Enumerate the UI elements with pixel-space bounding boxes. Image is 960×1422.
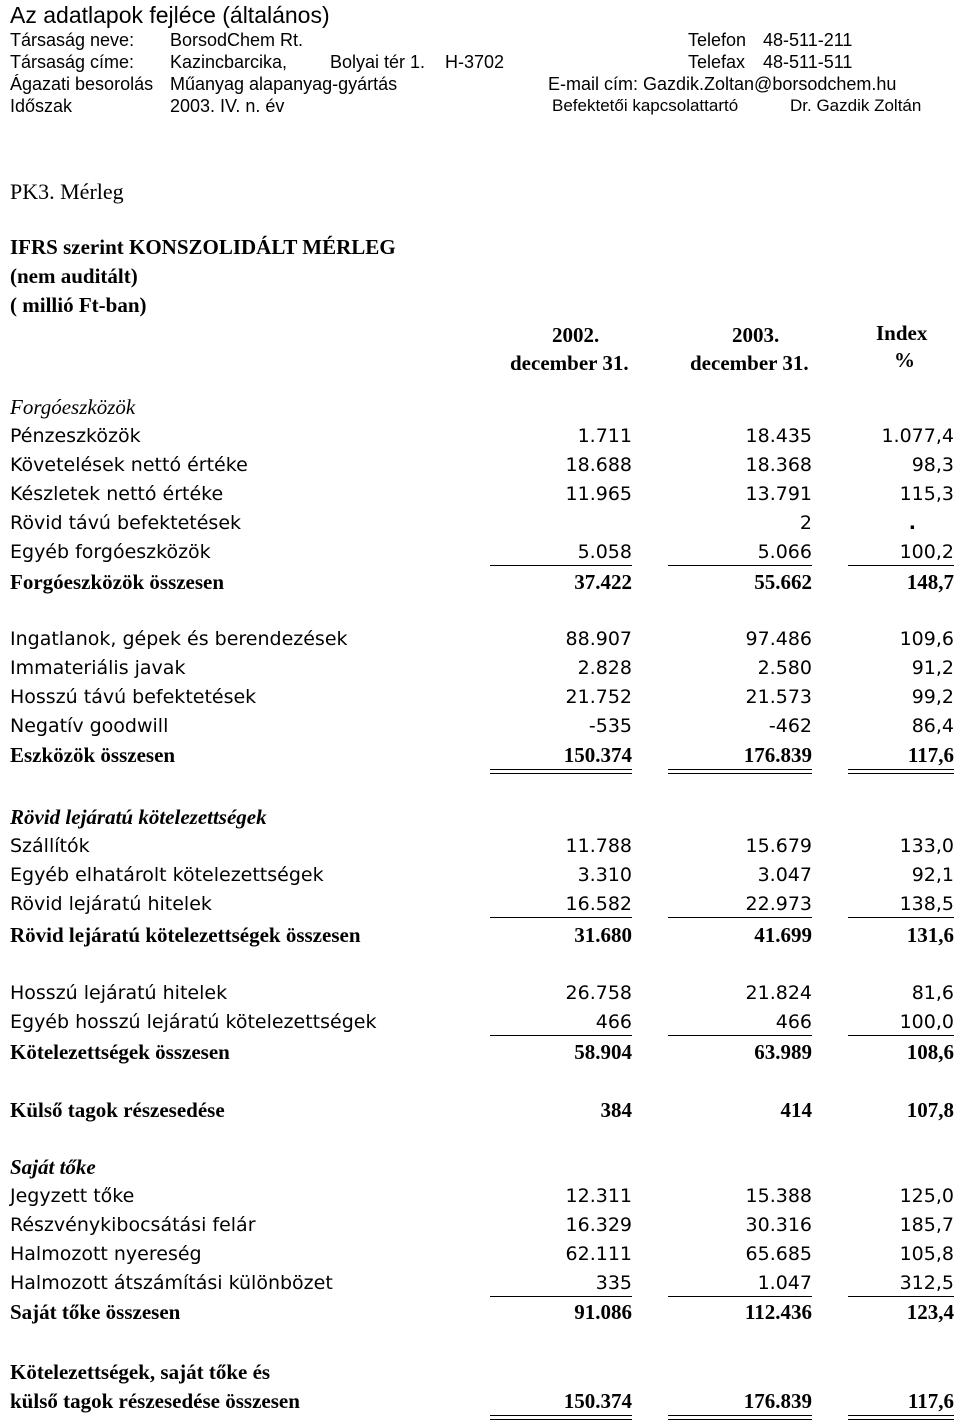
- row-label: Részvénykibocsátási felár: [10, 1214, 256, 1236]
- value-index: 133,0: [899, 835, 954, 857]
- row-label-total: Forgóeszközök összesen: [10, 570, 225, 594]
- total-double-rule: [848, 1415, 954, 1420]
- value-2002: 150.374: [563, 743, 632, 767]
- section-heading-short-term-liabilities: Rövid lejáratú kötelezettségek: [10, 805, 267, 829]
- total-double-rule: [490, 769, 632, 774]
- value-index: 86,4: [911, 715, 954, 737]
- value-2003: 2.580: [757, 657, 812, 679]
- col-index-unit: %: [894, 348, 915, 372]
- value-2002: 466: [595, 1011, 632, 1033]
- value-index: 107,8: [906, 1098, 954, 1122]
- value-index: 117,6: [907, 1389, 954, 1413]
- value-index: 100,2: [899, 541, 954, 563]
- value-index: 148,7: [906, 570, 954, 594]
- subtotal-rule: [848, 917, 954, 918]
- value-index: 117,6: [907, 743, 954, 767]
- value-index: 91,2: [911, 657, 954, 679]
- row-label: Halmozott átszámítási különbözet: [10, 1272, 333, 1294]
- value-2003: 466: [775, 1011, 812, 1033]
- value-index: 108,6: [906, 1040, 954, 1064]
- row-label: Pénzeszközök: [10, 425, 141, 447]
- total-double-rule: [848, 769, 954, 774]
- value-2003: 97.486: [745, 628, 812, 650]
- value-2003: 22.973: [745, 893, 812, 915]
- value-2002: 1.711: [577, 425, 632, 447]
- value-index: 131,6: [906, 923, 954, 947]
- value-2003: 21.824: [745, 982, 812, 1004]
- row-label: Halmozott nyereség: [10, 1243, 202, 1265]
- phone-value: 48-511-211: [763, 30, 853, 50]
- phone-label: Telefon: [688, 30, 747, 50]
- value-2002: 2.828: [577, 657, 632, 679]
- value-2002: 11.965: [565, 483, 632, 505]
- ir-contact-label: Befektetői kapcsolattartó: [552, 96, 739, 115]
- value-2003: 65.685: [745, 1243, 812, 1265]
- value-2002: 26.758: [565, 982, 632, 1004]
- value-2002: 16.582: [565, 893, 632, 915]
- row-label-total: külső tagok részesedése összesen: [10, 1389, 300, 1413]
- row-label: Immateriális javak: [10, 657, 186, 679]
- value-2002: 18.688: [565, 454, 632, 476]
- value-2003: 3.047: [757, 864, 812, 886]
- value-index: 115,3: [899, 483, 954, 505]
- row-label-total: Kötelezettségek, saját tőke és: [10, 1360, 271, 1384]
- total-double-rule: [490, 1415, 632, 1420]
- address-label: Társaság címe:: [10, 52, 135, 72]
- period-value: 2003. IV. n. év: [170, 96, 285, 116]
- row-label: Rövid lejáratú hitelek: [10, 893, 212, 915]
- value-2003: 13.791: [745, 483, 812, 505]
- subtotal-rule: [668, 1035, 812, 1036]
- row-label: Egyéb elhatárolt kötelezettségek: [10, 864, 324, 886]
- value-2003: -462: [768, 715, 812, 737]
- value-2002: 150.374: [563, 1389, 632, 1413]
- value-2002: 62.111: [565, 1243, 632, 1265]
- email-line: E-mail cím: Gazdik.Zoltan@borsodchem.hu: [548, 74, 897, 94]
- sector-label: Ágazati besorolás: [10, 74, 154, 94]
- row-label-total: Külső tagok részesedése: [10, 1098, 225, 1122]
- value-2003: 2: [799, 512, 812, 534]
- value-2002: 91.086: [574, 1300, 632, 1324]
- value-2002: 16.329: [565, 1214, 632, 1236]
- value-2003: 30.316: [745, 1214, 812, 1236]
- value-2003: 63.989: [754, 1040, 812, 1064]
- subtotal-rule: [848, 1296, 954, 1297]
- address-zip: H-3702: [445, 52, 505, 72]
- company-name-label: Társaság neve:: [10, 30, 135, 50]
- value-2002: 58.904: [574, 1040, 632, 1064]
- value-2003: 15.679: [745, 835, 812, 857]
- value-index: 98,3: [911, 454, 954, 476]
- row-label: Készletek nettó értéke: [10, 483, 224, 505]
- value-index: 312,5: [899, 1272, 954, 1294]
- row-label: Ingatlanok, gépek és berendezések: [10, 628, 348, 650]
- value-2003: 414: [780, 1098, 812, 1122]
- value-2002: 11.788: [565, 835, 632, 857]
- subtotal-rule: [848, 565, 954, 566]
- col-2002-year: 2002.: [552, 323, 600, 347]
- value-index: 81,6: [911, 982, 954, 1004]
- subtotal-rule: [668, 565, 812, 566]
- value-2002: 31.680: [574, 923, 632, 947]
- row-label-total: Kötelezettségek összesen: [10, 1040, 230, 1064]
- address-city: Kazincbarcika,: [170, 52, 288, 72]
- report-subtitle-unit: ( millió Ft-ban): [10, 293, 147, 317]
- value-2003: 1.047: [757, 1272, 812, 1294]
- row-label: Követelések nettó értéke: [10, 454, 248, 476]
- value-2002: 3.310: [577, 864, 632, 886]
- value-index: 99,2: [911, 686, 954, 708]
- value-index: 100,0: [899, 1011, 954, 1033]
- section-heading-equity: Saját tőke: [10, 1155, 96, 1179]
- value-2002: 335: [595, 1272, 632, 1294]
- row-label-total: Saját tőke összesen: [10, 1300, 181, 1324]
- row-label: Jegyzett tőke: [10, 1185, 135, 1207]
- total-double-rule: [668, 1415, 812, 1420]
- col-2003-year: 2003.: [732, 323, 780, 347]
- section-heading-current-assets: Forgóeszközök: [10, 395, 136, 419]
- value-2003: 15.388: [745, 1185, 812, 1207]
- value-2002: 21.752: [565, 686, 632, 708]
- value-index: 109,6: [899, 628, 954, 650]
- row-label: Hosszú lejáratú hitelek: [10, 982, 228, 1004]
- row-label: Szállítók: [10, 835, 90, 857]
- subtotal-rule: [490, 565, 632, 566]
- row-label-total: Rövid lejáratú kötelezettségek összesen: [10, 923, 361, 947]
- col-2003-date: december 31.: [690, 351, 809, 375]
- value-index: .: [908, 512, 916, 534]
- value-2003: 176.839: [743, 743, 812, 767]
- subtotal-rule: [848, 1035, 954, 1036]
- address-street: Bolyai tér 1.: [330, 52, 426, 72]
- value-2002: -535: [588, 715, 632, 737]
- value-2003: 41.699: [754, 923, 812, 947]
- subtotal-rule: [490, 1296, 632, 1297]
- report-subtitle-unaudited: (nem auditált): [10, 264, 138, 288]
- value-2003: 112.436: [744, 1300, 812, 1324]
- value-2003: 21.573: [745, 686, 812, 708]
- subtotal-rule: [490, 1035, 632, 1036]
- value-2003: 176.839: [743, 1389, 812, 1413]
- value-2002: 88.907: [565, 628, 632, 650]
- col-index-label: Index: [876, 321, 928, 345]
- value-index: 92,1: [911, 864, 954, 886]
- value-2002: 12.311: [565, 1185, 632, 1207]
- subtotal-rule: [490, 917, 632, 918]
- ir-contact-value: Dr. Gazdik Zoltán: [790, 96, 922, 115]
- value-2003: 18.368: [745, 454, 812, 476]
- subtotal-rule: [668, 917, 812, 918]
- value-index: 105,8: [899, 1243, 954, 1265]
- row-label: Egyéb forgóeszközök: [10, 541, 211, 563]
- total-double-rule: [668, 769, 812, 774]
- sector-value: Műanyag alapanyag-gyártás: [170, 74, 398, 94]
- value-2003: 18.435: [745, 425, 812, 447]
- value-2002: 37.422: [574, 570, 632, 594]
- value-2002: 5.058: [577, 541, 632, 563]
- row-label: Negatív goodwill: [10, 715, 169, 737]
- fax-label: Telefax: [688, 52, 746, 72]
- header-title: Az adatlapok fejléce (általános): [10, 2, 330, 28]
- row-label-total: Eszközök összesen: [10, 743, 176, 767]
- company-name: BorsodChem Rt.: [170, 30, 304, 50]
- section-code: PK3. Mérleg: [10, 179, 124, 204]
- value-index: 185,7: [899, 1214, 954, 1236]
- period-label: Időszak: [10, 96, 73, 116]
- row-label: Rövid távú befektetések: [10, 512, 242, 534]
- subtotal-rule: [668, 1296, 812, 1297]
- row-label: Hosszú távú befektetések: [10, 686, 257, 708]
- col-2002-date: december 31.: [510, 351, 629, 375]
- value-index: 123,4: [906, 1300, 954, 1324]
- report-title: IFRS szerint KONSZOLIDÁLT MÉRLEG: [10, 235, 396, 259]
- value-index: 1.077,4: [881, 425, 954, 447]
- row-label: Egyéb hosszú lejáratú kötelezettségek: [10, 1011, 377, 1033]
- value-2003: 55.662: [754, 570, 812, 594]
- value-2003: 5.066: [757, 541, 812, 563]
- value-index: 125,0: [899, 1185, 954, 1207]
- value-index: 138,5: [899, 893, 954, 915]
- fax-value: 48-511-511: [763, 52, 853, 72]
- value-2002: 384: [600, 1098, 632, 1122]
